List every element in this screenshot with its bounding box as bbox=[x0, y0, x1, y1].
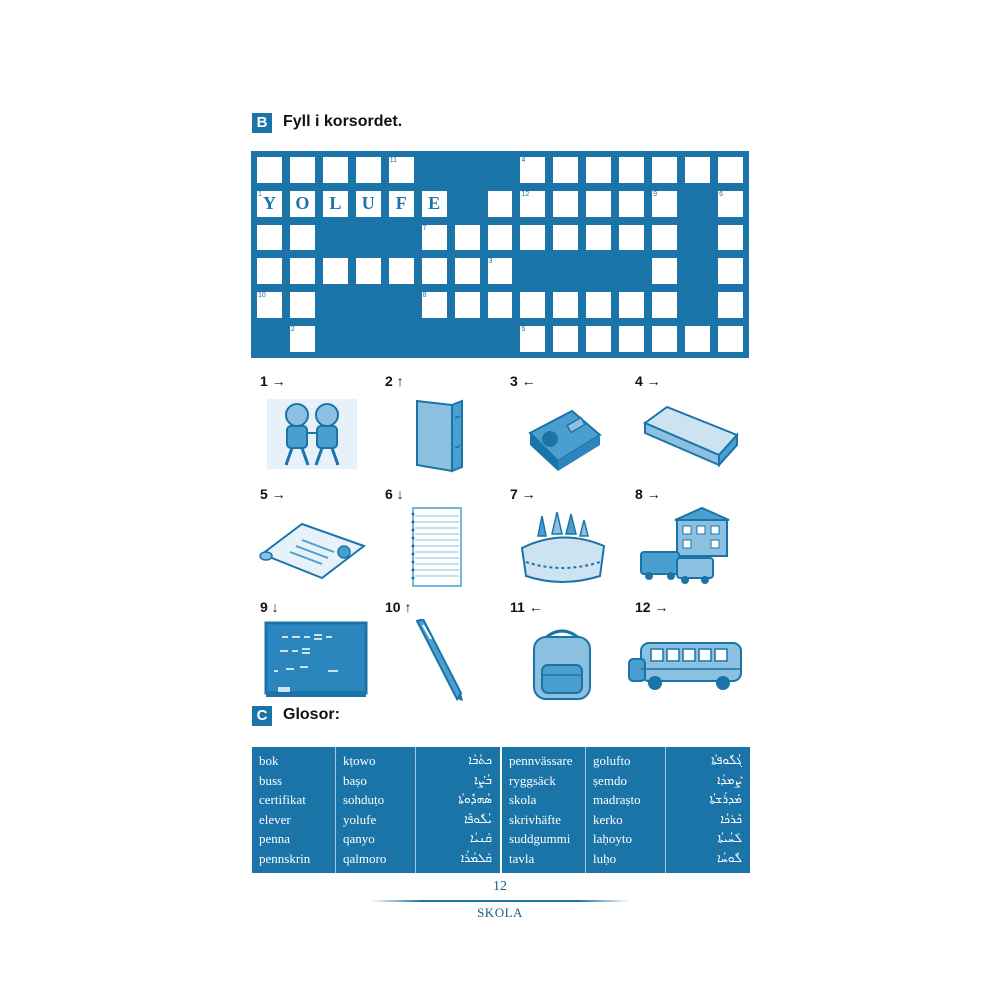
crossword-cell[interactable] bbox=[617, 155, 646, 185]
crossword-cell[interactable] bbox=[650, 290, 679, 320]
crossword-cell[interactable] bbox=[716, 189, 745, 219]
clue-number: 6 bbox=[719, 190, 723, 198]
children-walking-icon bbox=[252, 393, 372, 475]
clue-label: 12 → bbox=[635, 599, 669, 615]
crossword-cell[interactable] bbox=[420, 256, 449, 286]
crossword-cell[interactable] bbox=[288, 223, 317, 253]
clue-number: 12 bbox=[521, 190, 530, 198]
crossword-block bbox=[387, 223, 416, 253]
transliteration: luḥo bbox=[593, 850, 617, 866]
clue-number: 7 bbox=[422, 224, 427, 232]
pen-icon bbox=[377, 619, 497, 701]
crossword-cell[interactable] bbox=[518, 155, 547, 185]
crossword-cell[interactable] bbox=[650, 256, 679, 286]
syriac-word: ܩܰܠܡܳܪܳܐ bbox=[460, 850, 492, 865]
section-b-badge: B bbox=[252, 113, 272, 133]
transliteration-column bbox=[336, 747, 416, 873]
clue-number: 1 bbox=[258, 190, 262, 198]
clue-label: 2 ↑ bbox=[385, 373, 404, 389]
crossword-cell[interactable] bbox=[288, 189, 317, 219]
clue-number: 5 bbox=[521, 326, 526, 334]
swedish-word: skrivhäfte bbox=[509, 811, 561, 827]
crossword-grid bbox=[251, 151, 749, 358]
swedish-word: pennvässare bbox=[509, 753, 573, 768]
crossword-block bbox=[551, 256, 580, 286]
clue-number: 11 bbox=[389, 157, 397, 164]
crossword-cell[interactable] bbox=[420, 223, 449, 253]
crossword-block bbox=[453, 155, 482, 185]
clue-3 bbox=[502, 373, 622, 478]
crossword-cell[interactable] bbox=[255, 155, 284, 185]
swedish-column bbox=[252, 747, 336, 873]
crossword-cell[interactable] bbox=[518, 189, 547, 219]
crossword-cell[interactable] bbox=[288, 290, 317, 320]
crossword-cell[interactable] bbox=[453, 223, 482, 253]
crossword-cell[interactable] bbox=[518, 223, 547, 253]
crossword-cell[interactable] bbox=[453, 290, 482, 320]
clue-label: 10 ↑ bbox=[385, 599, 412, 615]
crossword-cell[interactable] bbox=[453, 256, 482, 286]
clue-2 bbox=[377, 373, 497, 478]
crossword-block bbox=[453, 189, 482, 219]
certificate-scroll-icon bbox=[252, 506, 372, 588]
syriac-word: ܣܳܗܕܽܘܬܳܐ bbox=[458, 792, 492, 806]
crossword-cell[interactable] bbox=[551, 290, 580, 320]
crossword-cell[interactable] bbox=[617, 189, 646, 219]
clue-number: 4 bbox=[521, 157, 526, 164]
crossword-cell[interactable] bbox=[584, 324, 613, 354]
transliteration: golufto bbox=[593, 753, 631, 768]
clue-11 bbox=[502, 599, 622, 704]
crossword-block bbox=[321, 290, 350, 320]
footer-divider bbox=[370, 900, 630, 902]
swedish-word: tavla bbox=[509, 850, 535, 866]
crossword-cell[interactable] bbox=[288, 155, 317, 185]
swedish-word: bok bbox=[259, 753, 279, 768]
eraser-icon bbox=[627, 393, 747, 475]
crossword-cell[interactable] bbox=[683, 324, 712, 354]
clue-label: 1 → bbox=[260, 373, 286, 389]
clue-label: 8 → bbox=[635, 486, 661, 502]
crossword-cell[interactable] bbox=[518, 290, 547, 320]
crossword-block bbox=[683, 223, 712, 253]
crossword-cell[interactable] bbox=[255, 189, 284, 219]
crossword-cell[interactable] bbox=[387, 189, 416, 219]
notebook-icon bbox=[377, 506, 497, 588]
crossword-block bbox=[420, 155, 449, 185]
crossword-letter: O bbox=[295, 193, 310, 214]
crossword-cell[interactable] bbox=[321, 189, 350, 219]
crossword-letter: L bbox=[329, 193, 342, 214]
clue-label: 7 → bbox=[510, 486, 536, 502]
transliteration: ṣemdo bbox=[593, 772, 627, 788]
crossword-block bbox=[486, 324, 515, 354]
syriac-column bbox=[416, 747, 500, 873]
clue-9 bbox=[252, 599, 372, 704]
syriac-word: ܠܰܚܳܝܬܳܐ bbox=[717, 831, 742, 845]
crossword-cell[interactable] bbox=[420, 290, 449, 320]
transliteration: laḥoyto bbox=[593, 831, 632, 846]
crossword-letter: Y bbox=[262, 193, 276, 214]
crossword-cell[interactable] bbox=[387, 155, 416, 185]
transliteration: yolufe bbox=[343, 811, 377, 827]
crossword-cell[interactable] bbox=[650, 155, 679, 185]
clue-number: 3 bbox=[488, 258, 493, 266]
crossword-cell[interactable] bbox=[486, 223, 515, 253]
clue-10 bbox=[377, 599, 497, 704]
crossword-block bbox=[420, 324, 449, 354]
clue-number: 9 bbox=[653, 190, 658, 198]
chapter-title: SKOLA bbox=[477, 905, 523, 920]
crossword-block bbox=[321, 324, 350, 354]
swedish-word: certifikat bbox=[259, 792, 306, 807]
school-building-icon bbox=[627, 506, 747, 588]
crossword-block bbox=[683, 189, 712, 219]
swedish-word: suddgummi bbox=[509, 831, 571, 846]
swedish-word: pennskrin bbox=[259, 850, 311, 866]
clue-6 bbox=[377, 486, 497, 591]
chalkboard-icon bbox=[252, 619, 372, 701]
transliteration: kṭowo bbox=[343, 753, 376, 768]
clue-label: 11 ← bbox=[510, 599, 543, 615]
crossword-cell[interactable] bbox=[321, 256, 350, 286]
clue-12 bbox=[627, 599, 747, 704]
clue-number: 10 bbox=[258, 292, 266, 300]
crossword-cell[interactable] bbox=[420, 189, 449, 219]
crossword-block bbox=[584, 256, 613, 286]
crossword-cell[interactable] bbox=[716, 155, 745, 185]
syriac-word: ܨܶܡܕܳܐ bbox=[717, 772, 742, 787]
clue-number: 8 bbox=[422, 292, 427, 300]
crossword-cell[interactable] bbox=[321, 155, 350, 185]
page-number: 12 bbox=[493, 879, 507, 894]
crossword-letter: U bbox=[361, 193, 375, 214]
transliteration-column bbox=[586, 747, 666, 873]
glossary bbox=[252, 747, 750, 873]
crossword-cell[interactable] bbox=[617, 290, 646, 320]
transliteration: qanyo bbox=[343, 831, 375, 846]
section-c-badge: C bbox=[252, 706, 272, 726]
crossword-cell[interactable] bbox=[716, 223, 745, 253]
crossword-cell[interactable] bbox=[584, 223, 613, 253]
pencil-sharpener-icon bbox=[502, 393, 622, 475]
clue-number: 2 bbox=[290, 326, 295, 334]
swedish-word: buss bbox=[259, 772, 283, 788]
crossword-cell[interactable] bbox=[617, 223, 646, 253]
crossword-block bbox=[255, 324, 284, 354]
syriac-word: ܒܳܨܳܐ bbox=[474, 772, 492, 787]
crossword-cell[interactable] bbox=[551, 155, 580, 185]
crossword-cell[interactable] bbox=[288, 324, 317, 354]
section-c-title: Glosor: bbox=[283, 706, 340, 723]
crossword-cell[interactable] bbox=[486, 256, 515, 286]
transliteration: baṣo bbox=[343, 772, 367, 788]
crossword-cell[interactable] bbox=[683, 155, 712, 185]
crossword-cell[interactable] bbox=[486, 189, 515, 219]
crossword-letter: F bbox=[395, 193, 407, 214]
crossword-cell[interactable] bbox=[584, 155, 613, 185]
crossword-cell[interactable] bbox=[255, 290, 284, 320]
crossword-block bbox=[518, 256, 547, 286]
syriac-word: ܟܶܪܟܳܐ bbox=[720, 811, 742, 826]
crossword-block bbox=[683, 290, 712, 320]
crossword-block bbox=[683, 256, 712, 286]
crossword-cell[interactable] bbox=[387, 256, 416, 286]
clue-8 bbox=[627, 486, 747, 591]
crossword-cell[interactable] bbox=[584, 290, 613, 320]
crossword-cell[interactable] bbox=[354, 256, 383, 286]
section-b-title: Fyll i korsordet. bbox=[283, 113, 403, 130]
crossword-cell[interactable] bbox=[288, 256, 317, 286]
crossword-cell[interactable] bbox=[354, 155, 383, 185]
crossword-block bbox=[617, 256, 646, 286]
crossword-cell[interactable] bbox=[617, 324, 646, 354]
transliteration: qalmoro bbox=[343, 850, 387, 866]
clue-label: 4 → bbox=[635, 373, 661, 389]
crossword-block bbox=[387, 290, 416, 320]
swedish-word: penna bbox=[259, 831, 291, 846]
crossword-cell[interactable] bbox=[650, 324, 679, 354]
syriac-word: ܟܬܳܒܳܐ bbox=[468, 753, 492, 767]
crossword-cell[interactable] bbox=[255, 223, 284, 253]
swedish-word: ryggsäck bbox=[509, 772, 556, 788]
syriac-word: ܩܰܢܝܳܐ bbox=[470, 831, 492, 845]
crossword-block bbox=[354, 223, 383, 253]
crossword-cell[interactable] bbox=[551, 189, 580, 219]
syriac-word: ܓܳܠܽܘܦܬܳܐ bbox=[711, 753, 742, 767]
crossword-block bbox=[354, 290, 383, 320]
crossword-cell[interactable] bbox=[486, 290, 515, 320]
crossword-block bbox=[453, 324, 482, 354]
crossword-cell[interactable] bbox=[551, 324, 580, 354]
crossword-cell[interactable] bbox=[551, 223, 580, 253]
clue-7 bbox=[502, 486, 622, 591]
syriac-column bbox=[666, 747, 750, 873]
swedish-word: elever bbox=[259, 811, 291, 827]
clue-1 bbox=[252, 373, 372, 478]
syriac-word: ܡܰܕܪܰܫܬܳܐ bbox=[709, 792, 742, 806]
school-bus-icon bbox=[627, 619, 747, 701]
syriac-word: ܝܳܠܽܘܦܶܐ bbox=[464, 811, 492, 826]
syriac-word: ܠܽܘܚܳܐ bbox=[717, 850, 742, 865]
crossword-cell[interactable] bbox=[354, 189, 383, 219]
clue-4 bbox=[627, 373, 747, 478]
clue-label: 9 ↓ bbox=[260, 599, 279, 615]
crossword-cell[interactable] bbox=[255, 256, 284, 286]
backpack-icon bbox=[502, 619, 622, 701]
clue-label: 3 ← bbox=[510, 373, 536, 389]
swedish-word: skola bbox=[509, 792, 537, 807]
crossword-cell[interactable] bbox=[716, 324, 745, 354]
crossword-cell[interactable] bbox=[584, 189, 613, 219]
pencil-case-icon bbox=[502, 506, 622, 588]
crossword-cell[interactable] bbox=[518, 324, 547, 354]
crossword-letter: E bbox=[428, 193, 441, 214]
crossword-cell[interactable] bbox=[650, 189, 679, 219]
crossword-block bbox=[321, 223, 350, 253]
crossword-cell[interactable] bbox=[716, 256, 745, 286]
glossary-table-left bbox=[252, 747, 500, 873]
transliteration: madraṣto bbox=[593, 792, 641, 807]
clue-label: 5 → bbox=[260, 486, 286, 502]
transliteration: sohduṭo bbox=[343, 792, 385, 807]
crossword-cell[interactable] bbox=[650, 223, 679, 253]
transliteration: kerko bbox=[593, 811, 623, 827]
clue-5 bbox=[252, 486, 372, 591]
crossword-block bbox=[354, 324, 383, 354]
swedish-column bbox=[502, 747, 586, 873]
book-icon bbox=[377, 393, 497, 475]
crossword-cell[interactable] bbox=[716, 290, 745, 320]
glossary-table-right bbox=[502, 747, 750, 873]
crossword-block bbox=[387, 324, 416, 354]
crossword-block bbox=[486, 155, 515, 185]
clue-label: 6 ↓ bbox=[385, 486, 404, 502]
